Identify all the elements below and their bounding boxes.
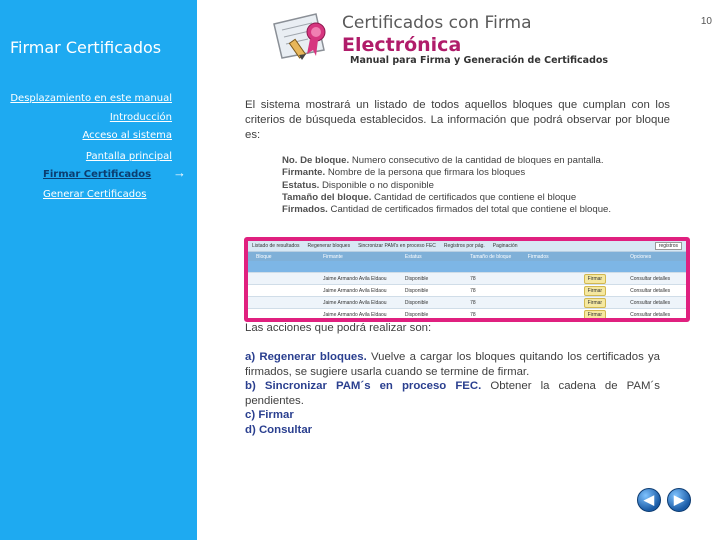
screenshot-toolbar [248, 241, 686, 252]
row-firmar-button: Firmar [584, 298, 606, 308]
nav-acceso[interactable]: Acceso al sistema [82, 130, 172, 141]
row-firmar-button: Firmar [584, 310, 606, 320]
action-letter: c) [245, 409, 256, 421]
row-consultar: Consultar detalles [630, 299, 671, 306]
def-item [282, 167, 682, 179]
page-number: 10 [700, 16, 712, 27]
screenshot-select: registros [655, 242, 682, 250]
row-firmante: Jaime Armando Avila Eldaou [323, 287, 387, 294]
sidebar [0, 0, 197, 540]
header-title-line1: Certificados con Firma [342, 13, 532, 33]
row-size: 78 [470, 299, 476, 306]
action-item [245, 350, 660, 379]
row-estatus: Disponible [404, 311, 429, 318]
def-item [282, 180, 682, 192]
nav-introduccion[interactable]: Introducción [109, 112, 172, 123]
row-estatus: Disponible [404, 299, 429, 306]
table-row [248, 285, 686, 297]
def-term: Tamaño del bloque. [282, 191, 372, 203]
nav-firmar-certificados[interactable]: Firmar Certificados [43, 169, 152, 180]
screenshot-col: Bloque [256, 253, 272, 260]
screenshot-rows [248, 261, 686, 321]
nav-desplazamiento[interactable]: Desplazamiento en este manual [10, 93, 172, 104]
row-consultar: Consultar detalles [630, 275, 671, 282]
table-row [248, 261, 686, 273]
row-size: 78 [470, 275, 476, 282]
def-item [282, 155, 682, 167]
row-consultar: Consultar detalles [630, 311, 671, 318]
row-size: 78 [470, 287, 476, 294]
row-consultar: Consultar detalles [630, 287, 671, 294]
sidebar-title: Firmar Certificados [10, 38, 162, 57]
arrow-right-icon: ▶ [674, 492, 684, 507]
action-letter: a) [245, 351, 256, 363]
action-text: Vuelve a cargar los bloques quitando los certificados ya firmados, se sugiere usarla cuando se termine de firmar. [245, 351, 660, 378]
certificate-ribbon-icon [272, 10, 334, 60]
row-estatus: Disponible [404, 287, 429, 294]
screenshot-col: Firmados [527, 253, 549, 260]
current-section-arrow-icon: → [173, 165, 186, 180]
row-firmante: Jaime Armando Avila Eldaou [323, 311, 387, 318]
screenshot-results-label: Listado de resultados [252, 243, 300, 249]
actions-title: Las acciones que podrá realizar son: [245, 322, 432, 334]
action-item [245, 408, 660, 423]
screenshot-per-page: Registros por pág. [443, 243, 485, 249]
def-term: Firmados. [282, 204, 328, 216]
table-row [248, 309, 686, 321]
def-term: Estatus. [282, 179, 320, 191]
arrow-left-icon: ◀ [644, 492, 654, 507]
screenshot-regenerar: Regenerar bloques [307, 243, 351, 249]
action-letter: d) [245, 423, 256, 436]
screenshot-col: Firmante [323, 253, 343, 260]
row-estatus: Disponible [404, 275, 429, 282]
row-firmar-button: Firmar [584, 274, 606, 284]
screenshot-col: Opciones [630, 253, 652, 260]
action-item [245, 423, 660, 438]
action-label: Firmar [258, 409, 294, 421]
def-text: Numero consecutivo de la cantidad de bloques en pantalla. [349, 155, 604, 166]
action-label: Consultar [258, 423, 313, 436]
results-screenshot [244, 237, 690, 322]
actions-list [245, 350, 660, 437]
action-item [245, 379, 660, 408]
intro-paragraph: El sistema mostrará un listado de todos aquellos bloques que cumplan con los criterios de búsqueda establecidos. La información que podrá observar por bloque es: [245, 99, 670, 141]
header-subtitle: Manual para Firma y Generación de Certificados [350, 55, 609, 66]
action-label: Regenerar bloques. [259, 351, 367, 363]
screenshot-table-header [248, 252, 686, 261]
row-firmante: Jaime Armando Avila Eldaou [323, 275, 387, 282]
action-letter: b) [245, 380, 256, 392]
def-item [282, 204, 682, 216]
header-title-line2: Electrónica [342, 34, 462, 56]
def-term: No. De bloque. [282, 155, 350, 166]
prev-page-button[interactable] [637, 488, 661, 512]
def-text: Cantidad de certificados firmados del total que contiene el bloque. [327, 204, 612, 216]
block-fields-list [282, 155, 682, 216]
row-firmar-button: Firmar [584, 286, 606, 296]
screenshot-col: Estatus [404, 253, 422, 260]
def-text: Disponible o no disponible [319, 179, 434, 191]
def-text: Cantidad de certificados que contiene el bloque [371, 191, 577, 203]
action-label: Sincronizar PAM´s en proceso FEC. [264, 380, 482, 392]
row-firmante: Jaime Armando Avila Eldaou [323, 299, 387, 306]
nav-pantalla-principal[interactable]: Pantalla principal [85, 151, 172, 162]
nav-generar-certificados[interactable]: Generar Certificados [43, 189, 147, 200]
screenshot-col: Tamaño de bloque [470, 253, 512, 260]
table-row [248, 273, 686, 285]
screenshot-sincronizar: Sincronizar PAM's en proceso FEC [358, 243, 436, 249]
action-text: Obtener la cadena de PAM´s pendientes. [245, 380, 660, 407]
def-item [282, 192, 682, 204]
table-row [248, 297, 686, 309]
row-size: 78 [470, 311, 476, 318]
def-text: Nombre de la persona que firmara los bloques [325, 167, 526, 179]
next-page-button[interactable] [667, 488, 691, 512]
screenshot-pagination: Paginación [492, 243, 518, 249]
def-term: Firmante. [282, 167, 326, 179]
